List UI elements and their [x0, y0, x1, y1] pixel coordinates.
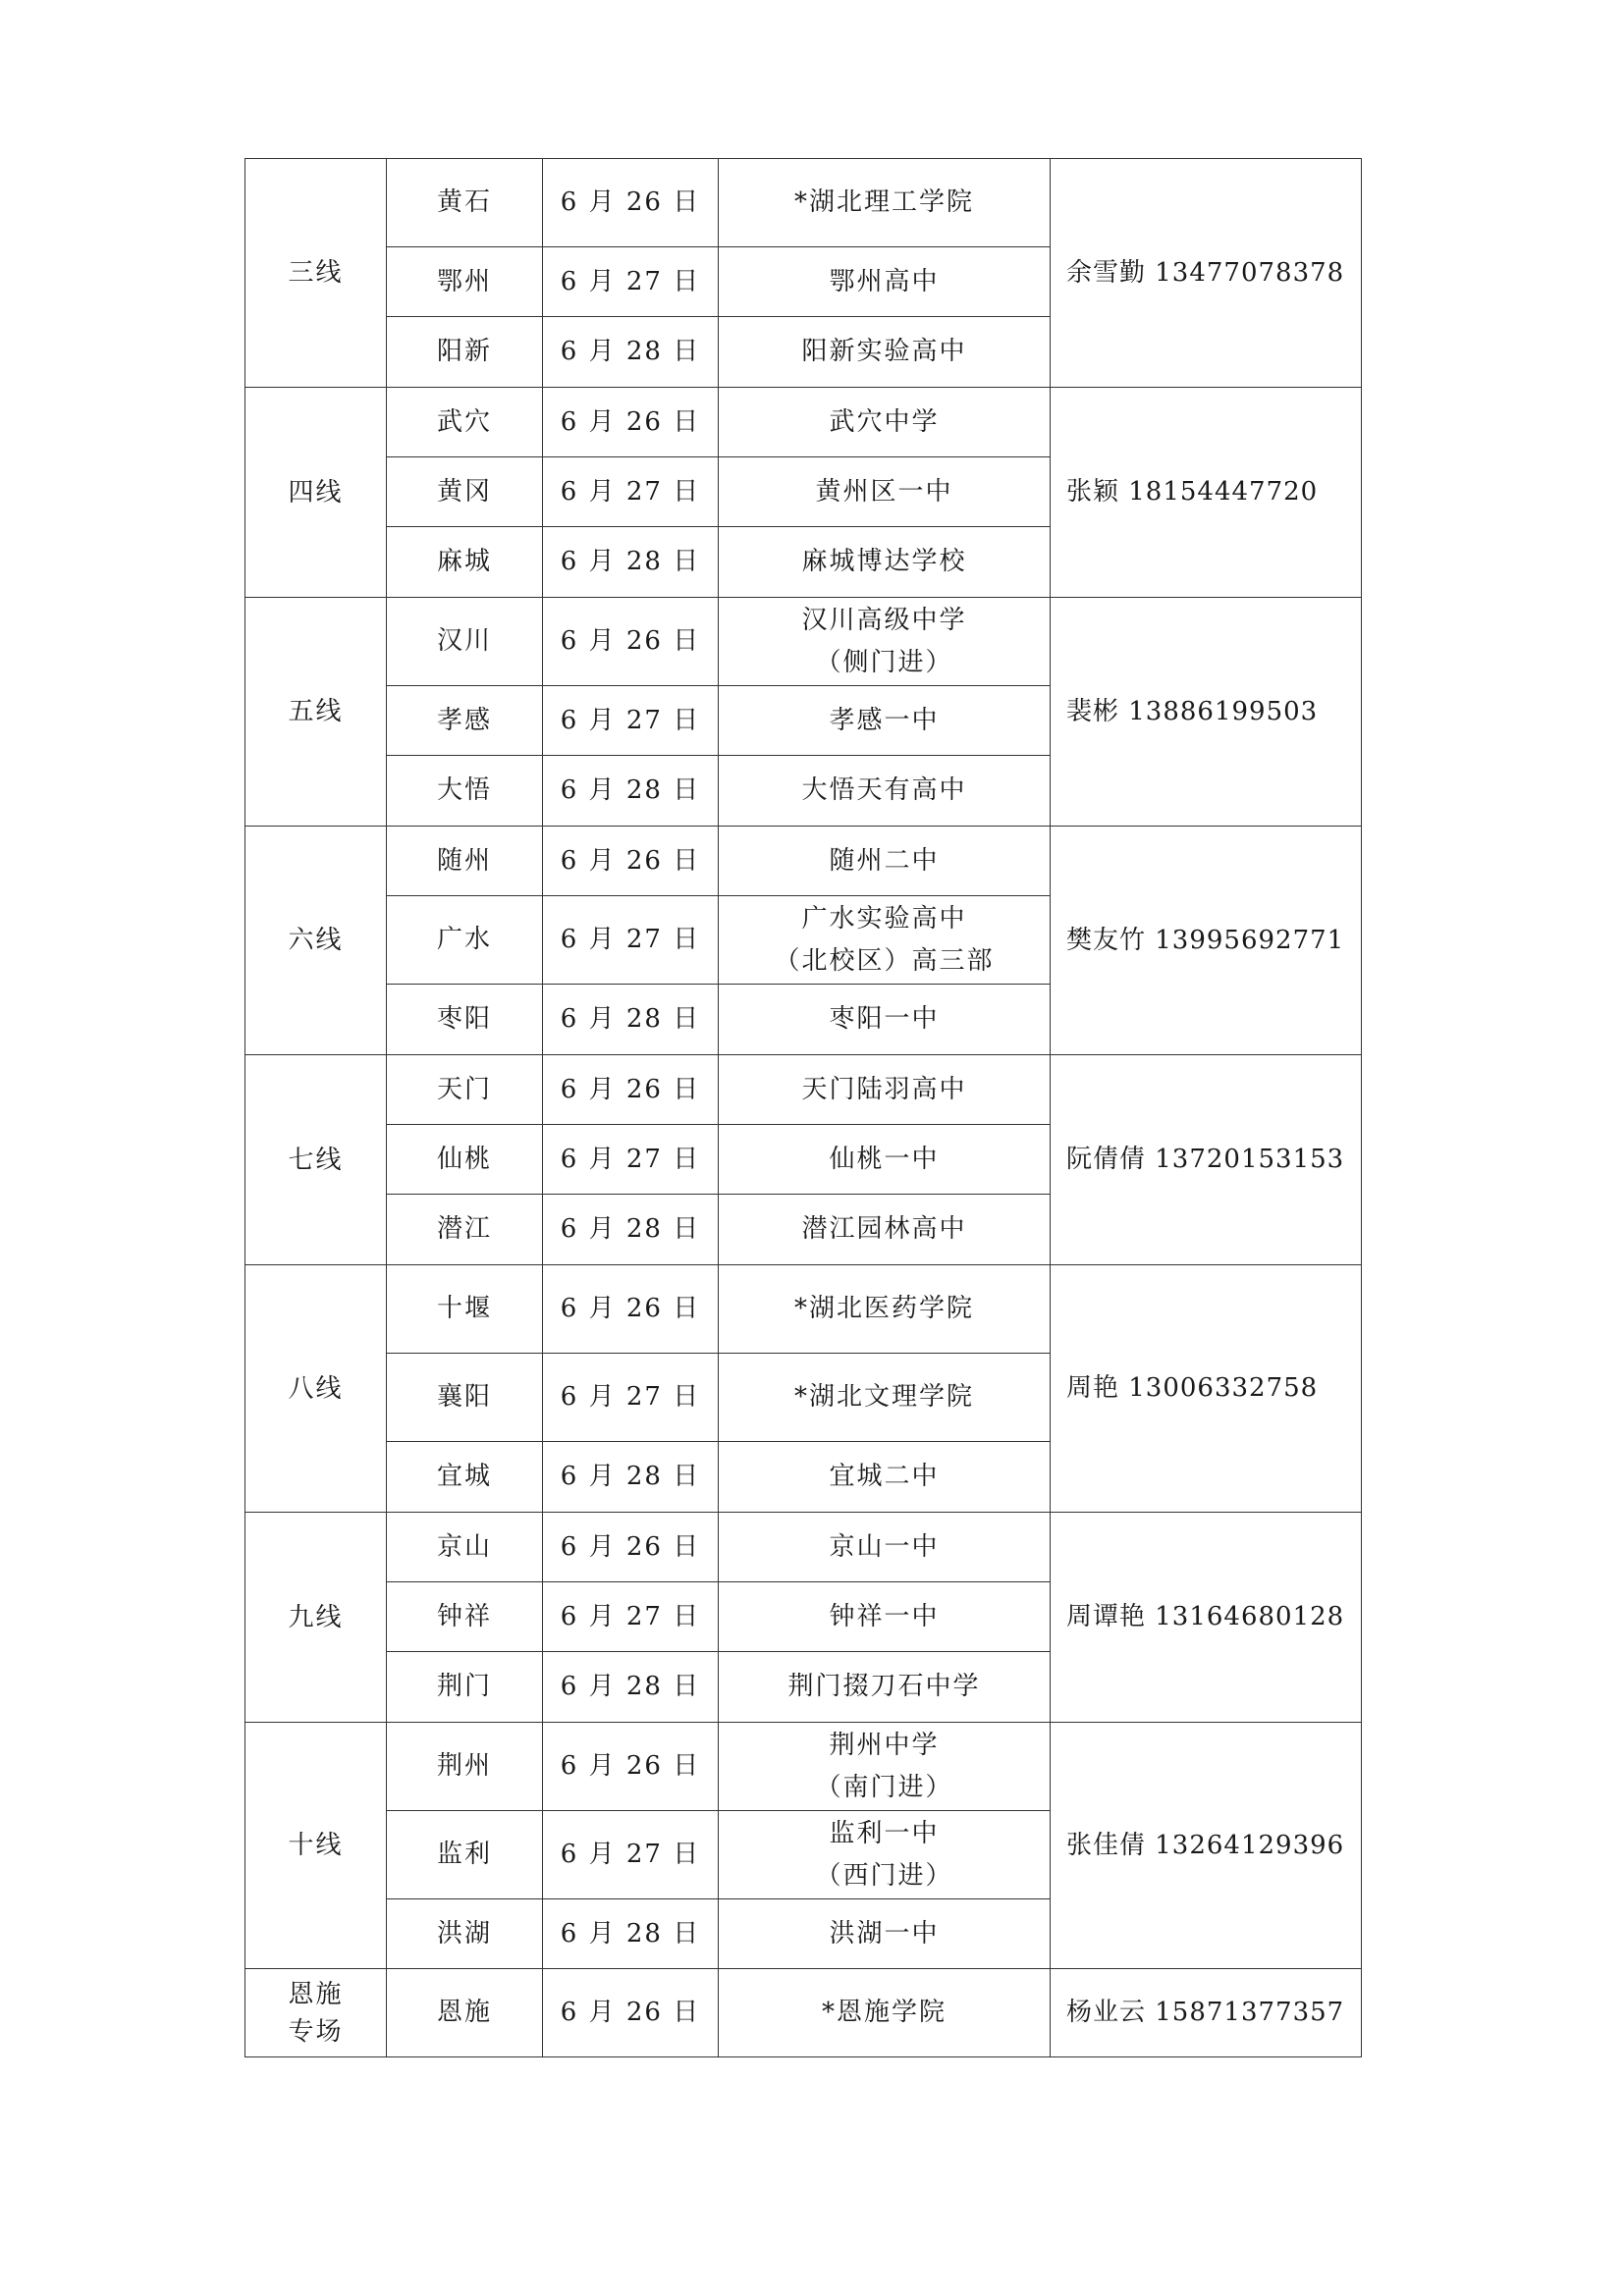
- city-cell: 荆州: [387, 1723, 543, 1811]
- date-cell: 6 月 27 日: [543, 1811, 719, 1899]
- date-cell: 6 月 26 日: [543, 1723, 719, 1811]
- route-line-part: 恩施: [288, 1979, 344, 2009]
- date-cell: 6 月 27 日: [543, 457, 719, 527]
- venue-cell: [719, 1125, 1051, 1195]
- table-row: [245, 159, 1362, 247]
- venue-cell: [719, 686, 1051, 756]
- venue-line: 麻城博达学校: [801, 547, 967, 576]
- venue-line: 鄂州高中: [829, 266, 940, 296]
- contact-cell: 张佳倩 13264129396: [1051, 1723, 1362, 1969]
- date-cell: 6 月 26 日: [543, 388, 719, 457]
- table-row: [245, 1513, 1362, 1582]
- city-cell: 鄂州: [387, 247, 543, 317]
- city-cell: 武穴: [387, 388, 543, 457]
- contact-cell: 裴彬 13886199503: [1051, 598, 1362, 827]
- route-line-cell: 七线: [245, 1055, 387, 1265]
- venue-cell: [719, 827, 1051, 896]
- table-row: [245, 1969, 1362, 2057]
- route-line-cell: [245, 1969, 387, 2057]
- table-row: [245, 1723, 1362, 1811]
- city-cell: 阳新: [387, 317, 543, 388]
- table-row: [245, 1265, 1362, 1354]
- date-cell: 6 月 28 日: [543, 1442, 719, 1513]
- venue-line: 宜城二中: [829, 1462, 940, 1491]
- city-cell: 襄阳: [387, 1354, 543, 1442]
- venue-cell: [719, 756, 1051, 827]
- contact-cell: 余雪勤 13477078378: [1051, 159, 1362, 388]
- venue-cell: [719, 1652, 1051, 1723]
- venue-cell: [719, 1195, 1051, 1265]
- city-cell: 麻城: [387, 527, 543, 598]
- venue-line: *湖北医药学院: [793, 1294, 974, 1323]
- venue-cell: [719, 317, 1051, 388]
- route-line-cell: 四线: [245, 388, 387, 598]
- venue-cell: [719, 1513, 1051, 1582]
- route-line-part: 专场: [288, 2016, 344, 2047]
- venue-line: 潜江园林高中: [801, 1214, 967, 1244]
- city-cell: 天门: [387, 1055, 543, 1125]
- route-line-cell: 八线: [245, 1265, 387, 1513]
- city-cell: 京山: [387, 1513, 543, 1582]
- city-cell: 仙桃: [387, 1125, 543, 1195]
- date-cell: 6 月 27 日: [543, 1582, 719, 1652]
- city-cell: 广水: [387, 896, 543, 985]
- route-line-cell: 五线: [245, 598, 387, 827]
- venue-line: 京山一中: [829, 1531, 940, 1562]
- city-cell: 恩施: [387, 1969, 543, 2057]
- venue-cell: [719, 388, 1051, 457]
- date-cell: 6 月 28 日: [543, 527, 719, 598]
- contact-cell: 樊友竹 13995692771: [1051, 827, 1362, 1055]
- venue-line: 钟祥一中: [829, 1601, 940, 1631]
- venue-line: 阳新实验高中: [801, 337, 967, 366]
- date-cell: 6 月 26 日: [543, 827, 719, 896]
- date-cell: 6 月 26 日: [543, 159, 719, 247]
- contact-cell: 周艳 13006332758: [1051, 1265, 1362, 1513]
- date-cell: 6 月 27 日: [543, 686, 719, 756]
- venue-cell: [719, 1582, 1051, 1652]
- venue-line: 仙桃一中: [829, 1144, 940, 1174]
- venue-cell: [719, 247, 1051, 317]
- date-cell: 6 月 28 日: [543, 756, 719, 827]
- table-row: [245, 827, 1362, 896]
- date-cell: 6 月 26 日: [543, 598, 719, 686]
- venue-line: 广水实验高中: [801, 903, 967, 934]
- route-line-cell: 十线: [245, 1723, 387, 1969]
- venue-line: （侧门进）: [815, 647, 953, 677]
- city-cell: 钟祥: [387, 1582, 543, 1652]
- contact-cell: 杨业云 15871377357: [1051, 1969, 1362, 2057]
- venue-line: 孝感一中: [829, 705, 940, 735]
- table-row: [245, 1055, 1362, 1125]
- venue-line: 洪湖一中: [829, 1918, 940, 1949]
- venue-cell: [719, 527, 1051, 598]
- venue-line: （南门进）: [815, 1772, 953, 1802]
- date-cell: 6 月 28 日: [543, 1899, 719, 1969]
- date-cell: 6 月 27 日: [543, 896, 719, 985]
- venue-line: 荆州中学: [829, 1730, 940, 1760]
- venue-line: 随州二中: [829, 845, 940, 876]
- venue-line: 武穴中学: [829, 406, 940, 437]
- venue-line: 枣阳一中: [829, 1004, 940, 1034]
- date-cell: 6 月 28 日: [543, 317, 719, 388]
- venue-cell: [719, 896, 1051, 985]
- venue-line: 天门陆羽高中: [801, 1074, 967, 1104]
- venue-cell: [719, 159, 1051, 247]
- city-cell: 大悟: [387, 756, 543, 827]
- venue-cell: [719, 1723, 1051, 1811]
- date-cell: 6 月 26 日: [543, 1265, 719, 1354]
- venue-line: 汉川高级中学: [801, 605, 967, 635]
- city-cell: 黄冈: [387, 457, 543, 527]
- date-cell: 6 月 26 日: [543, 1055, 719, 1125]
- venue-cell: [719, 457, 1051, 527]
- table-row: [245, 598, 1362, 686]
- city-cell: 随州: [387, 827, 543, 896]
- city-cell: 汉川: [387, 598, 543, 686]
- city-cell: 洪湖: [387, 1899, 543, 1969]
- city-cell: 潜江: [387, 1195, 543, 1265]
- table-row: [245, 388, 1362, 457]
- contact-cell: 周谭艳 13164680128: [1051, 1513, 1362, 1723]
- city-cell: 黄石: [387, 159, 543, 247]
- venue-cell: [719, 1442, 1051, 1513]
- route-line-cell: 六线: [245, 827, 387, 1055]
- schedule-table: [244, 158, 1362, 2057]
- venue-line: *湖北理工学院: [793, 187, 974, 217]
- venue-cell: [719, 985, 1051, 1055]
- venue-cell: [719, 1969, 1051, 2057]
- city-cell: 监利: [387, 1811, 543, 1899]
- date-cell: 6 月 28 日: [543, 1195, 719, 1265]
- venue-cell: [719, 1354, 1051, 1442]
- date-cell: 6 月 26 日: [543, 1513, 719, 1582]
- venue-line: 荆门掇刀石中学: [787, 1672, 981, 1701]
- route-line-cell: 九线: [245, 1513, 387, 1723]
- venue-line: （北校区）高三部: [774, 945, 995, 976]
- city-cell: 荆门: [387, 1652, 543, 1723]
- date-cell: 6 月 28 日: [543, 985, 719, 1055]
- city-cell: 枣阳: [387, 985, 543, 1055]
- venue-cell: [719, 1899, 1051, 1969]
- venue-cell: [719, 598, 1051, 686]
- date-cell: 6 月 27 日: [543, 247, 719, 317]
- venue-line: *湖北文理学院: [793, 1382, 974, 1412]
- venue-line: （西门进）: [815, 1860, 953, 1891]
- schedule-body: [245, 159, 1362, 2057]
- venue-cell: [719, 1055, 1051, 1125]
- city-cell: 孝感: [387, 686, 543, 756]
- city-cell: 十堰: [387, 1265, 543, 1354]
- date-cell: 6 月 27 日: [543, 1125, 719, 1195]
- city-cell: 宜城: [387, 1442, 543, 1513]
- date-cell: 6 月 28 日: [543, 1652, 719, 1723]
- date-cell: 6 月 27 日: [543, 1354, 719, 1442]
- venue-cell: [719, 1811, 1051, 1899]
- venue-line: *恩施学院: [821, 1998, 947, 2027]
- venue-cell: [719, 1265, 1051, 1354]
- date-cell: 6 月 26 日: [543, 1969, 719, 2057]
- contact-cell: 阮倩倩 13720153153: [1051, 1055, 1362, 1265]
- venue-line: 大悟天有高中: [801, 775, 967, 805]
- venue-line: 黄州区一中: [815, 476, 953, 507]
- contact-cell: 张颖 18154447720: [1051, 388, 1362, 598]
- venue-line: 监利一中: [829, 1818, 940, 1848]
- route-line-cell: 三线: [245, 159, 387, 388]
